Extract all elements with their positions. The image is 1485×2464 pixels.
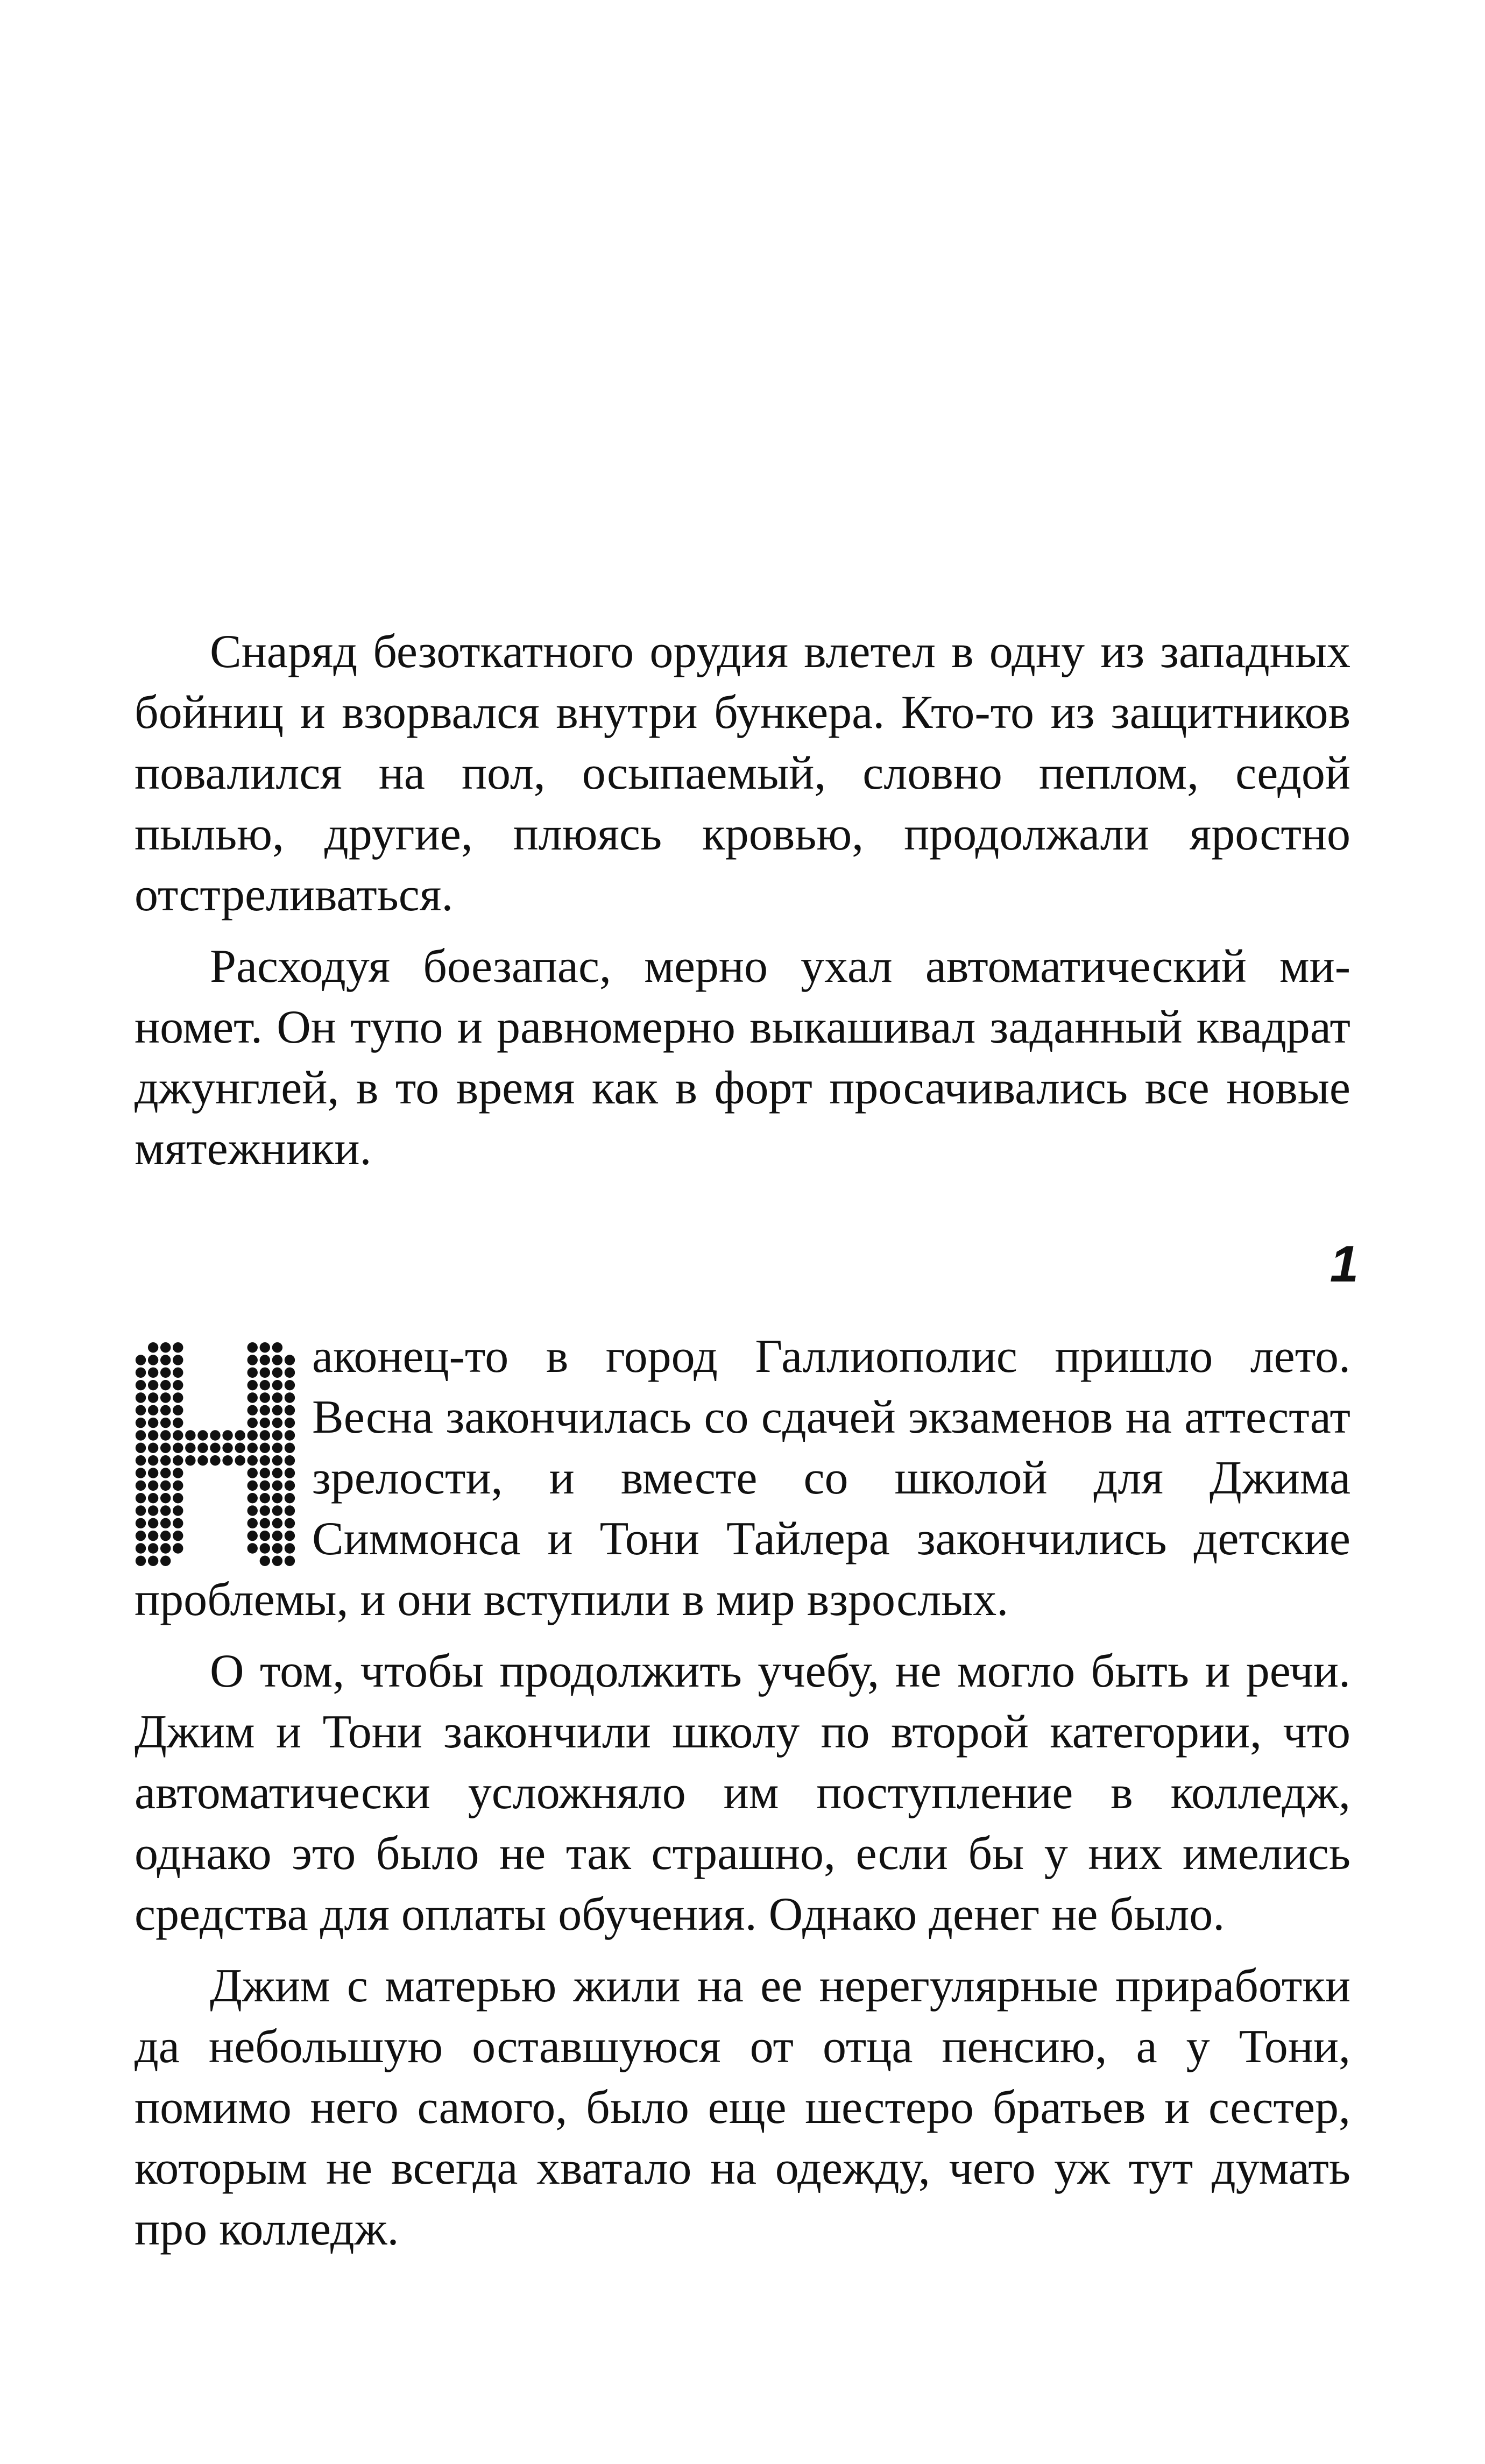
drop-cap-dot (173, 1355, 183, 1365)
drop-cap-dot (247, 1468, 258, 1478)
drop-cap-dot (160, 1493, 171, 1503)
drop-cap-dot (173, 1405, 183, 1415)
drop-cap-dot (285, 1455, 295, 1465)
drop-cap-dot (160, 1543, 171, 1553)
drop-cap-dot (285, 1380, 295, 1390)
drop-cap-dot (247, 1481, 258, 1491)
drop-cap-dot (235, 1455, 245, 1465)
drop-cap-dot (247, 1342, 258, 1353)
drop-cap-dot (173, 1430, 183, 1440)
drop-cap-dot (148, 1342, 158, 1353)
drop-cap-dot (222, 1455, 232, 1465)
chapter-paragraph: О том, чтобы продолжить учебу, не могло быть и речи. Джим и Тони закончили школу по второй категории, что автоматически усложняло им поступление в колледж, однако это было не так страшно, если бы у них имелись средства для оплаты обучения. Однако денег не было. (135, 1645, 1350, 1941)
drop-cap-dot (272, 1468, 282, 1478)
drop-cap-dot (247, 1430, 258, 1440)
drop-cap-dot (285, 1493, 295, 1503)
drop-cap-dot (160, 1430, 171, 1440)
drop-cap-dot (247, 1505, 258, 1516)
drop-cap-dot (272, 1342, 282, 1353)
drop-cap-dot (148, 1380, 158, 1390)
drop-cap-dot (260, 1380, 270, 1390)
drop-cap-dot (173, 1418, 183, 1428)
drop-cap-dot (285, 1543, 295, 1553)
drop-cap-dot (272, 1505, 282, 1516)
drop-cap-dot (247, 1368, 258, 1378)
epigraph-paragraph: Снаряд безоткатного орудия влетел в одну из западных бойниц и взорвался внутри бункера. Кто-то из защитников повалился на пол, осыпаемый, словно пеплом, седой пылью, другие, плюясь кровью, продолжали яростно отстреливаться. (135, 626, 1350, 921)
drop-cap-dot (136, 1380, 146, 1390)
chapter-first-paragraph: аконец-то в город Галлиополис пришло лето. Весна закончилась со сдачей экзаменов на аттестат зрелости, и вместе со школой для Джима Симмонса и Тони Тайлера закончились детские проблемы, и они вступили в мир взрослых. (135, 1330, 1350, 1626)
drop-cap-dot (148, 1418, 158, 1428)
drop-cap-dot (260, 1368, 270, 1378)
drop-cap-dot (247, 1493, 258, 1503)
drop-cap-dot (272, 1556, 282, 1566)
drop-cap-dot (136, 1468, 146, 1478)
drop-cap-dot (160, 1481, 171, 1491)
drop-cap-dot (260, 1392, 270, 1403)
drop-cap-dot (272, 1481, 282, 1491)
drop-cap-dot (285, 1531, 295, 1541)
drop-cap-dot (173, 1543, 183, 1553)
drop-cap-dot (148, 1518, 158, 1528)
drop-cap-dot (160, 1443, 171, 1453)
drop-cap-dot (272, 1405, 282, 1415)
chapter-number: 1 (1330, 1235, 1359, 1293)
drop-cap-dot (148, 1556, 158, 1566)
drop-cap-dot (136, 1493, 146, 1503)
drop-cap-dot (235, 1443, 245, 1453)
drop-cap-dot (173, 1368, 183, 1378)
drop-cap-dot (148, 1543, 158, 1553)
drop-cap-dot (173, 1443, 183, 1453)
drop-cap-dot (260, 1556, 270, 1566)
drop-cap-dot (285, 1405, 295, 1415)
drop-cap-dot (148, 1493, 158, 1503)
epigraph-paragraph: Расходуя боезапас, мерно ухал автоматический миномет. Он тупо и равномерно выкашивал заданный квадрат джунглей, в то время как в форт просачивались все новые мятежники. (135, 940, 1350, 1175)
drop-cap-dot (148, 1405, 158, 1415)
drop-cap-dot (173, 1518, 183, 1528)
drop-cap-dot (210, 1430, 220, 1440)
drop-cap-dot (260, 1531, 270, 1541)
drop-cap-dot (160, 1368, 171, 1378)
drop-cap-dot (285, 1392, 295, 1403)
drop-cap-dot (173, 1531, 183, 1541)
drop-cap-dot (247, 1543, 258, 1553)
drop-cap-dot (210, 1455, 220, 1465)
drop-cap-dot (272, 1380, 282, 1390)
drop-cap-dot (260, 1468, 270, 1478)
drop-cap-dot (285, 1481, 295, 1491)
drop-cap-dot (285, 1418, 295, 1428)
drop-cap-dot (160, 1531, 171, 1541)
drop-cap-dot (160, 1355, 171, 1365)
drop-cap-dot (285, 1505, 295, 1516)
drop-cap-dot (136, 1481, 146, 1491)
drop-cap-dot (160, 1556, 171, 1566)
drop-cap-dot (173, 1392, 183, 1403)
drop-cap-dot (272, 1418, 282, 1428)
epigraph (135, 621, 1350, 1179)
drop-cap-dot (160, 1505, 171, 1516)
drop-cap-dot (272, 1531, 282, 1541)
drop-cap-dot (247, 1380, 258, 1390)
drop-cap-dot (285, 1556, 295, 1566)
drop-cap-dot (285, 1368, 295, 1378)
drop-cap-dot (247, 1418, 258, 1428)
chapter-paragraph: Джим с матерью жили на ее нерегулярные приработки да небольшую оставшуюся от отца пенсию, а у Тони, помимо него самого, было еще шестеро братьев и сестер, которым не всегда хватало на одежду, чего уж тут думать про колледж. (135, 1960, 1350, 2255)
drop-cap-dot (148, 1468, 158, 1478)
drop-cap-dot (285, 1355, 295, 1365)
chapter-body (135, 1326, 1350, 2260)
drop-cap-dot (136, 1556, 146, 1566)
drop-cap-dot (173, 1380, 183, 1390)
drop-cap-dot (272, 1455, 282, 1465)
drop-cap-dot (222, 1430, 232, 1440)
drop-cap-dot (160, 1455, 171, 1465)
drop-cap-dot (136, 1368, 146, 1378)
drop-cap-dot (136, 1405, 146, 1415)
drop-cap-dot (260, 1418, 270, 1428)
drop-cap-dot (173, 1493, 183, 1503)
drop-cap-dot (272, 1443, 282, 1453)
drop-cap-dot (160, 1342, 171, 1353)
drop-cap-dot (285, 1443, 295, 1453)
drop-cap-dot (136, 1430, 146, 1440)
drop-cap-dot (222, 1443, 232, 1453)
drop-cap-dot (148, 1392, 158, 1403)
drop-cap-dot (136, 1392, 146, 1403)
drop-cap-dot (210, 1443, 220, 1453)
drop-cap-dot (185, 1430, 195, 1440)
drop-cap-dot (260, 1443, 270, 1453)
drop-cap-dot (185, 1443, 195, 1453)
drop-cap-dot (136, 1543, 146, 1553)
drop-cap-dot (173, 1481, 183, 1491)
drop-cap-dot (173, 1505, 183, 1516)
drop-cap-dot (148, 1531, 158, 1541)
drop-cap-dot (185, 1455, 195, 1465)
drop-cap-dot (136, 1443, 146, 1453)
drop-cap-dot (260, 1481, 270, 1491)
drop-cap-dot (285, 1468, 295, 1478)
drop-cap-dot (272, 1430, 282, 1440)
drop-cap-dot (247, 1455, 258, 1465)
drop-cap-dot (148, 1368, 158, 1378)
drop-cap-dot (260, 1518, 270, 1528)
drop-cap-dot (197, 1455, 208, 1465)
drop-cap-dot (160, 1468, 171, 1478)
drop-cap-dot (285, 1430, 295, 1440)
drop-cap-dot (260, 1355, 270, 1365)
drop-cap-dot (148, 1505, 158, 1516)
drop-cap-dot (285, 1518, 295, 1528)
drop-cap-dot (148, 1355, 158, 1365)
drop-cap-dot (173, 1455, 183, 1465)
drop-cap-dot (197, 1443, 208, 1453)
drop-cap-dot (160, 1405, 171, 1415)
drop-cap-letter (135, 1341, 296, 1567)
drop-cap-dot (160, 1380, 171, 1390)
drop-cap-dot (148, 1430, 158, 1440)
drop-cap-dot (247, 1443, 258, 1453)
drop-cap-dot (272, 1493, 282, 1503)
drop-cap-dot (272, 1518, 282, 1528)
drop-cap-dot (160, 1418, 171, 1428)
drop-cap-dot (160, 1392, 171, 1403)
drop-cap-dot (148, 1481, 158, 1491)
drop-cap-dot (148, 1455, 158, 1465)
drop-cap-dot (272, 1368, 282, 1378)
drop-cap-dot (247, 1518, 258, 1528)
drop-cap-dot (260, 1505, 270, 1516)
dotted-letter-n-icon (135, 1341, 296, 1567)
drop-cap-dot (260, 1543, 270, 1553)
drop-cap-dot (260, 1493, 270, 1503)
drop-cap-dot (272, 1543, 282, 1553)
drop-cap-dot (160, 1518, 171, 1528)
drop-cap-dot (247, 1405, 258, 1415)
drop-cap-dot (247, 1392, 258, 1403)
drop-cap-dot (247, 1531, 258, 1541)
drop-cap-dot (173, 1468, 183, 1478)
drop-cap-dot (173, 1342, 183, 1353)
drop-cap-dot (148, 1443, 158, 1453)
drop-cap-dot (197, 1430, 208, 1440)
drop-cap-dot (136, 1505, 146, 1516)
drop-cap-dot (272, 1355, 282, 1365)
drop-cap-dot (247, 1355, 258, 1365)
drop-cap-dot (136, 1518, 146, 1528)
drop-cap-dot (136, 1531, 146, 1541)
drop-cap-dot (272, 1392, 282, 1403)
drop-cap-dot (260, 1342, 270, 1353)
drop-cap-dot (136, 1455, 146, 1465)
drop-cap-dot (136, 1355, 146, 1365)
drop-cap-dot (235, 1430, 245, 1440)
drop-cap-dot (260, 1405, 270, 1415)
drop-cap-dot (136, 1418, 146, 1428)
drop-cap-dot (260, 1430, 270, 1440)
drop-cap-dot (260, 1455, 270, 1465)
